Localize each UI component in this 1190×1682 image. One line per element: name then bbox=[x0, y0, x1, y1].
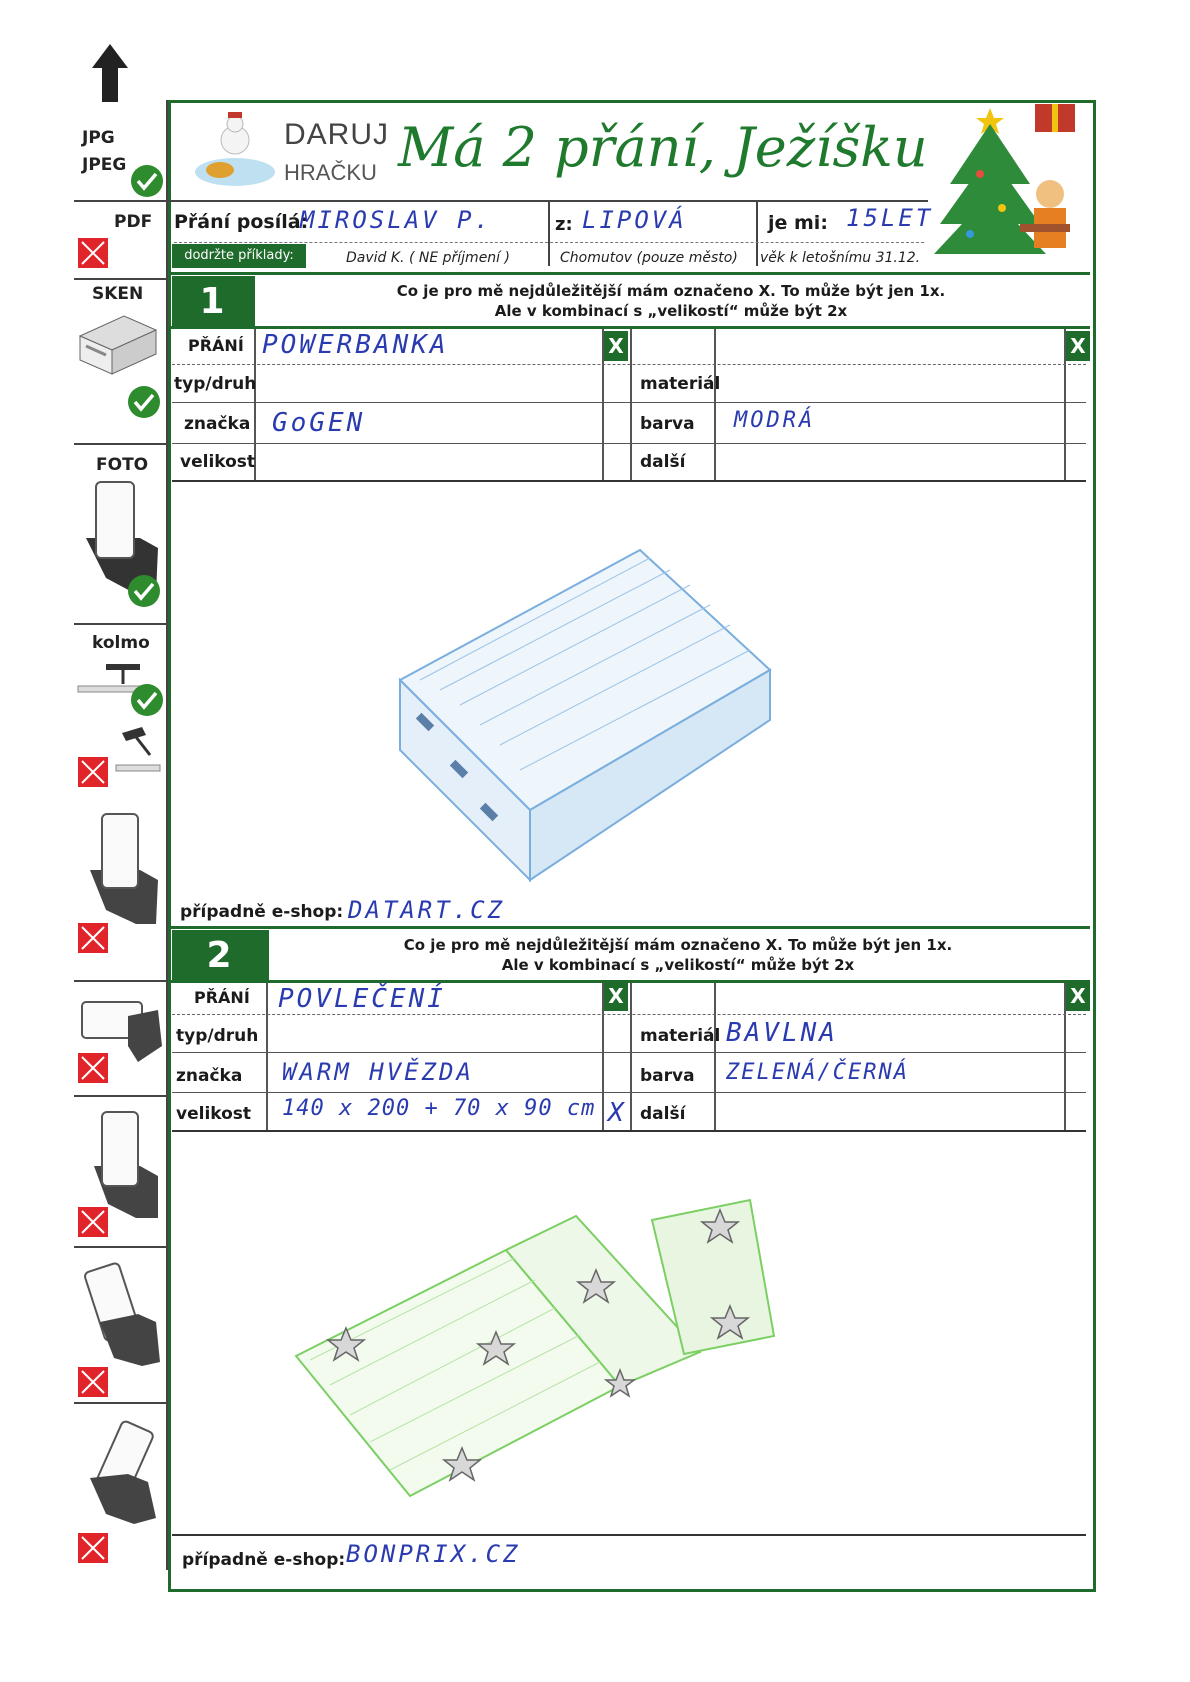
wish-1-material-label: materiál bbox=[640, 374, 721, 394]
wish-1-brand-value[interactable]: GoGEN bbox=[272, 408, 366, 438]
logo-snowman-icon bbox=[190, 110, 280, 190]
example-age: věk k letošnímu 31.12. bbox=[760, 250, 921, 266]
wish-2-number: 2 bbox=[172, 930, 266, 982]
wish-1-number: 1 bbox=[172, 276, 252, 328]
wish-2-wish-mark[interactable]: X bbox=[604, 981, 628, 1011]
check-icon bbox=[130, 683, 164, 717]
wish-1-instruction-1: Co je pro mě nejdůležitější mám označeno X. To může být jen 1x. bbox=[396, 282, 946, 300]
logo-top: DARUJ bbox=[284, 118, 390, 151]
check-icon bbox=[130, 164, 164, 198]
wish-2-material-label: materiál bbox=[640, 1026, 721, 1046]
format-jpeg: JPEG bbox=[82, 155, 127, 175]
wish-1-size-label: velikost bbox=[180, 452, 256, 472]
examples-label: dodržte příklady: bbox=[172, 244, 306, 268]
up-arrow-icon bbox=[90, 42, 130, 104]
wish-2-wish-label: PŘÁNÍ bbox=[194, 988, 250, 1007]
wish-1-brand-label: značka bbox=[184, 414, 251, 434]
sender-label: Přání posílá: bbox=[174, 211, 309, 233]
cross-icon bbox=[77, 1206, 109, 1238]
cross-icon bbox=[77, 1366, 109, 1398]
age-label: je mi: bbox=[768, 212, 828, 234]
scanner-icon bbox=[76, 306, 160, 378]
wish-1-other-label: další bbox=[640, 452, 686, 472]
wish-2-other-label: další bbox=[640, 1104, 686, 1124]
phone-tilted-icon bbox=[80, 1260, 166, 1368]
format-perpendicular: kolmo bbox=[92, 633, 150, 653]
page-title: Má 2 přání, Ježíšku bbox=[398, 116, 928, 179]
check-icon bbox=[127, 574, 161, 608]
sender-name[interactable]: MIROSLAV P. bbox=[300, 206, 492, 234]
sender-place[interactable]: LIPOVÁ bbox=[582, 206, 687, 234]
cross-icon bbox=[77, 922, 109, 954]
wish-1-eshop-value[interactable]: DATART.CZ bbox=[348, 896, 506, 924]
wish-2-brand-label: značka bbox=[176, 1066, 243, 1086]
example-place: Chomutov (pouze město) bbox=[560, 250, 738, 266]
format-jpg: JPG bbox=[82, 128, 115, 148]
wish-1-type-label: typ/druh bbox=[174, 374, 257, 394]
format-scan: SKEN bbox=[92, 284, 144, 304]
wish-2-type-label: typ/druh bbox=[176, 1026, 259, 1046]
wish-1-wish-label: PŘÁNÍ bbox=[188, 336, 244, 355]
wish-1-color-label: barva bbox=[640, 414, 695, 434]
wish-1-wish-mark[interactable]: X bbox=[604, 331, 628, 361]
wish-2-size-value[interactable]: 140 x 200 + 70 x 90 cm bbox=[282, 1096, 596, 1121]
phone-tilted-icon bbox=[80, 1418, 166, 1526]
place-label: z: bbox=[555, 214, 573, 235]
wish-2-size-label: velikost bbox=[176, 1104, 252, 1124]
wish-2-color-value[interactable]: ZELENÁ/ČERNÁ bbox=[726, 1060, 909, 1085]
cross-icon bbox=[77, 756, 109, 788]
wish-1-right-mark[interactable]: X bbox=[1066, 331, 1090, 361]
wish-2-material-value[interactable]: BAVLNA bbox=[726, 1018, 838, 1048]
logo-bottom: HRAČKU bbox=[284, 160, 377, 185]
wish-2-instruction-2: Ale v kombinací s „velikostí“ může být 2x bbox=[501, 956, 855, 974]
wish-2-eshop-label: případně e-shop: bbox=[182, 1550, 346, 1570]
wish-1-wish-value[interactable]: POWERBANKA bbox=[262, 330, 449, 360]
cross-icon bbox=[77, 1052, 109, 1084]
wish-2-eshop-value[interactable]: BONPRIX.CZ bbox=[346, 1540, 521, 1568]
phone-hand-icon bbox=[80, 1108, 166, 1220]
cross-icon bbox=[77, 237, 109, 269]
wish-2-instruction-1: Co je pro mě nejdůležitější mám označeno X. To může být jen 1x. bbox=[403, 936, 953, 954]
christmas-tree-icon bbox=[930, 104, 1080, 274]
wish-1-drawing-powerbank bbox=[380, 540, 780, 890]
example-name: David K. ( NE příjmení ) bbox=[346, 250, 510, 266]
wish-2-size-mark[interactable]: X bbox=[608, 1098, 627, 1128]
format-pdf: PDF bbox=[114, 212, 153, 232]
wish-1-eshop-label: případně e-shop: bbox=[180, 902, 344, 922]
wish-2-color-label: barva bbox=[640, 1066, 695, 1086]
wish-2-drawing-bedding bbox=[290, 1180, 820, 1500]
format-photo: FOTO bbox=[96, 455, 149, 475]
wish-2-brand-value[interactable]: WARM HVĚZDA bbox=[282, 1058, 474, 1086]
wish-2-right-mark[interactable]: X bbox=[1066, 981, 1090, 1011]
cross-icon bbox=[77, 1532, 109, 1564]
wish-2-wish-value[interactable]: POVLEČENÍ bbox=[278, 984, 446, 1014]
tilted-camera-icon bbox=[112, 725, 162, 779]
sender-age[interactable]: 15LET bbox=[846, 204, 934, 232]
check-icon bbox=[127, 385, 161, 419]
phone-hand-icon bbox=[76, 806, 164, 926]
wish-1-color-value[interactable]: MODRÁ bbox=[734, 408, 816, 433]
wish-1-instruction-2: Ale v kombinací s „velikostí“ může být 2x bbox=[494, 302, 848, 320]
